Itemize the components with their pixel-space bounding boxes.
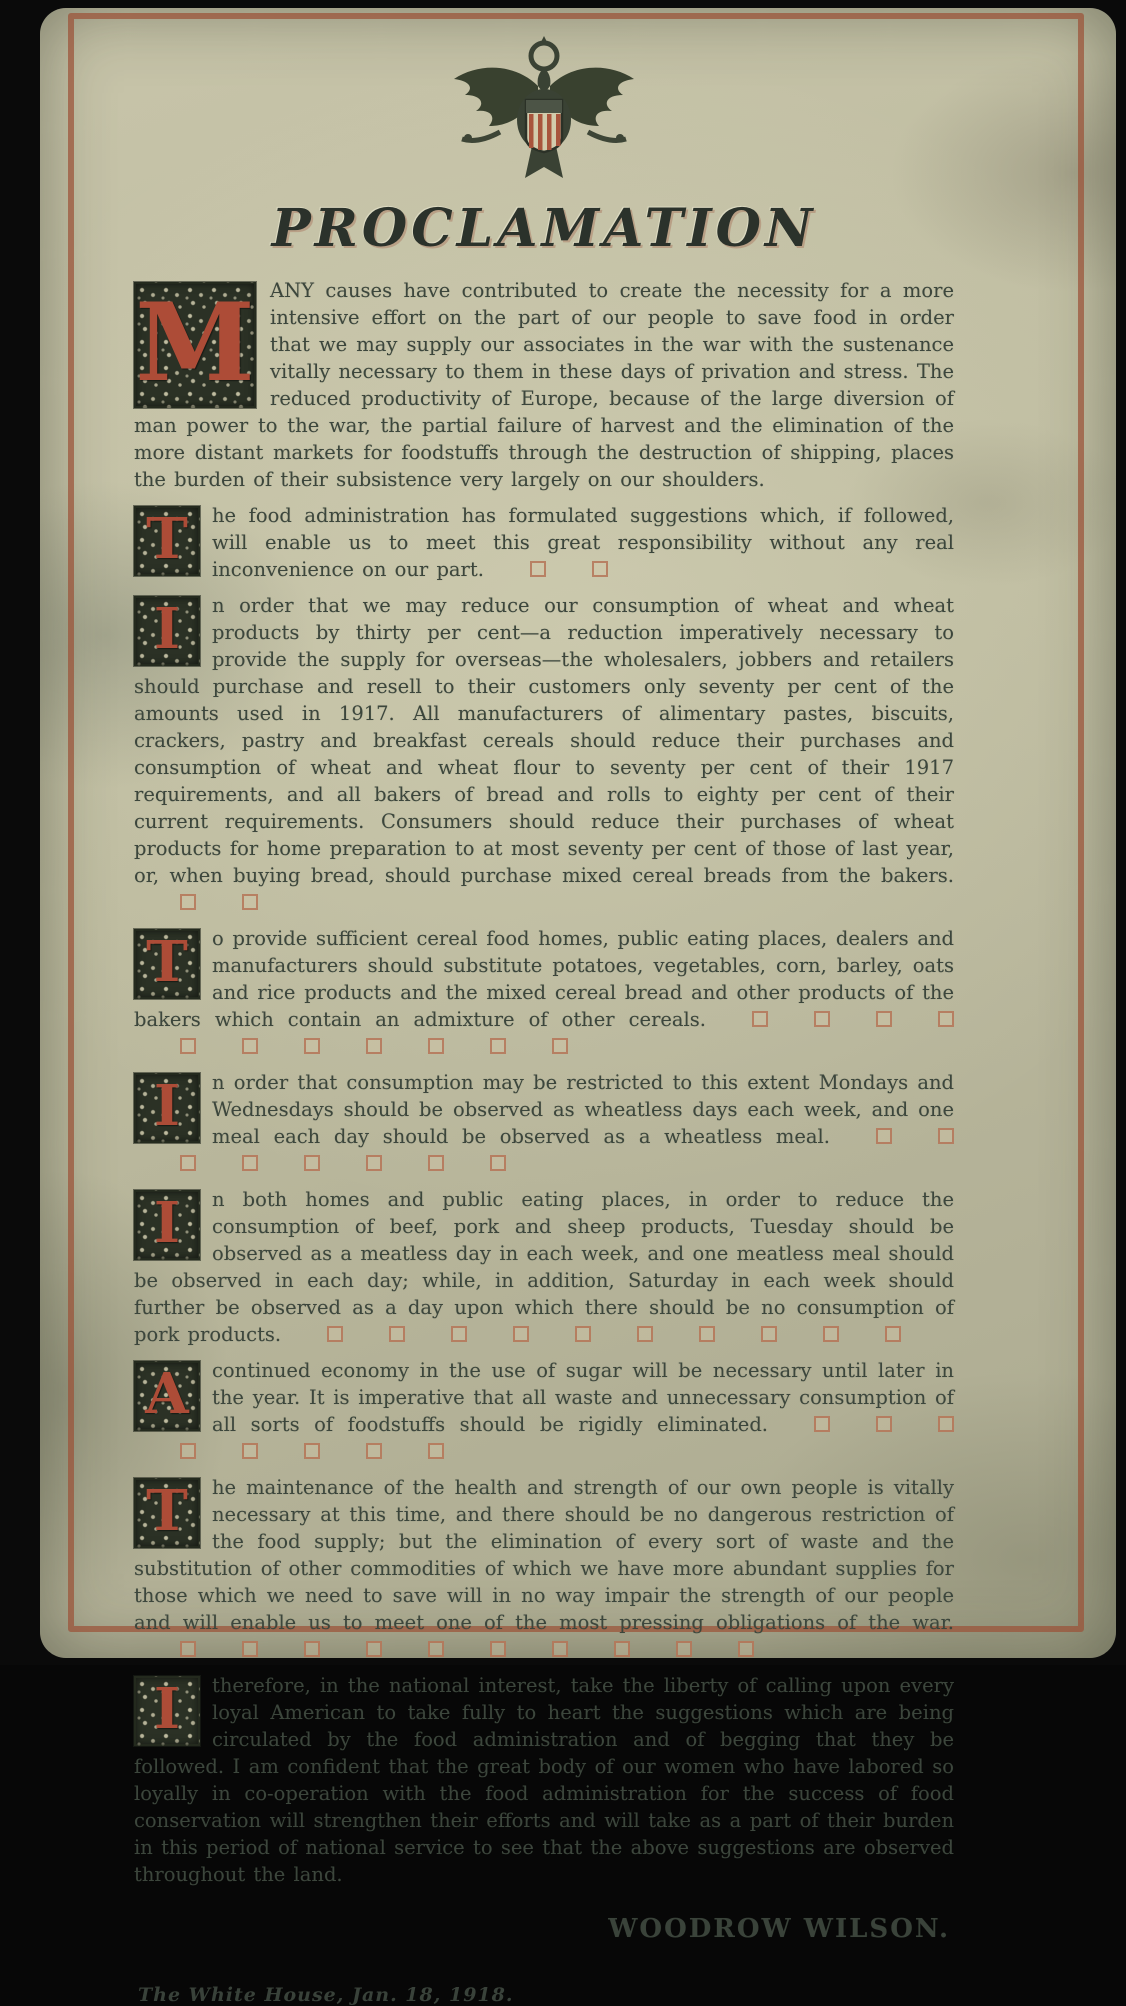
filler-square-icon: [490, 1641, 506, 1657]
filler-square-icon: [180, 1155, 196, 1171]
filler-square-icon: [242, 1443, 258, 1459]
filler-square-icon: [552, 1038, 568, 1054]
paragraph-text: ANY causes have contributed to create the necessity for a more intensive effort on the part of our people to save food in order that we may supply our associates in the war with the sustenance vitally necessary to them in these days of privation and stress. The reduced productivity of Europe, because of the large diversion of man power to the war, the partial failure of harvest and the elimination of the more distant markets for foodstuffs through the destruction of shipping, places the burden of their subsistence very largely on our shoulders.: [134, 279, 954, 492]
filler-square-icon: [304, 1641, 320, 1657]
dateline: The White House, Jan. 18, 1918.: [138, 1984, 514, 2006]
paragraph-text: o provide sufficient cereal food homes, public eating places, dealers and manufacturers should substitute potatoes, vegetables, corn, barley, oats and rice products and the mixed cereal bread and other products of the bakers which contain an admixture of other cereals.: [134, 927, 954, 1032]
drop-cap: [134, 282, 256, 408]
filler-square-icon: [242, 1038, 258, 1054]
drop-cap-letter: I: [153, 1190, 181, 1257]
filler-square-icon: [938, 1416, 954, 1432]
drop-cap: [134, 1676, 200, 1746]
filler-square-icon: [242, 894, 258, 910]
filler-square-icon: [366, 1155, 382, 1171]
page-title: PROCLAMATION: [271, 198, 817, 259]
filler-square-icon: [676, 1641, 692, 1657]
filler-square-icon: [490, 1038, 506, 1054]
paragraph-text: n order that consumption may be restricted to this extent Mondays and Wednesdays should be observed as wheatless days each week, and one meal each day should be observed as a wheatless meal.: [212, 1071, 954, 1149]
us-eagle-crest-icon: [134, 34, 954, 190]
filler-square-icon: [761, 1326, 777, 1342]
drop-cap: [134, 506, 200, 576]
proclamation-body: [134, 277, 954, 1888]
filler-square-icon: [699, 1326, 715, 1342]
filler-square-icon: [327, 1326, 343, 1342]
filler-square-icon: [366, 1443, 382, 1459]
filler-square-icon: [552, 1641, 568, 1657]
drop-cap: [134, 596, 200, 666]
paragraph-text: therefore, in the national interest, take the liberty of calling upon every loyal American to take fully to heart the suggestions which are being circulated by the food administration and of begging that they be followed. I am confident that the great body of our women who have labored so loyally in co-operation with the food administration for the success of food conservation will strengthen their efforts and will take as a part of their burden in this period of national service to see that the above suggestions are observed throughout the land.: [134, 1674, 954, 1887]
filler-square-icon: [752, 1011, 768, 1027]
filler-square-icon: [180, 1443, 196, 1459]
proclamation-paragraph: [134, 1672, 954, 1888]
filler-square-icon: [885, 1326, 901, 1342]
drop-cap-letter: T: [146, 1478, 188, 1545]
paragraph-text: he food administration has formulated suggestions which, if followed, will enable us to meet this great responsibility without any real inconvenience on our part.: [212, 504, 954, 582]
filler-square-icon: [304, 1038, 320, 1054]
filler-square-icon: [180, 894, 196, 910]
filler-square-icon: [876, 1011, 892, 1027]
drop-cap: [134, 929, 200, 999]
filler-square-icon: [366, 1038, 382, 1054]
paragraph-text: n order that we may reduce our consumption of wheat and wheat products by thirty per cent—a reduction imperatively necessary to provide the supply for overseas—the wholesalers, jobbers and retailers should purchase and resell to their customers only seventy per cent of the amounts used in 1917. All manufacturers of alimentary pastes, biscuits, crackers, pastry and breakfast cereals should reduce their purchases and consumption of wheat and wheat flour to seventy per cent of their 1917 requirements, and all bakers of bread and rolls to eighty per cent of their current requirements. Consumers should reduce their purchases of wheat products for home preparation to at most seventy per cent of those of last year, or, when buying bread, should purchase mixed cereal breads from the bakers.: [134, 594, 954, 888]
filler-square-icon: [592, 561, 608, 577]
filler-square-icon: [389, 1326, 405, 1342]
paragraph-text: continued economy in the use of sugar will be necessary until later in the year. It is imperative that all waste and unnecessary consumption of all sorts of foodstuffs should be rigidly eliminated.: [212, 1359, 954, 1437]
filler-square-icon: [530, 561, 546, 577]
filler-square-icon: [180, 1641, 196, 1657]
drop-cap-letter: T: [146, 929, 188, 996]
drop-cap: [134, 1190, 200, 1260]
drop-cap-letter: I: [153, 1676, 181, 1743]
proclamation-paragraph: [134, 1069, 954, 1177]
filler-square-icon: [242, 1641, 258, 1657]
filler-square-icon: [490, 1155, 506, 1171]
filler-square-icon: [428, 1038, 444, 1054]
drop-cap-letter: T: [146, 506, 188, 573]
poster-content: [134, 26, 954, 2006]
filler-square-icon: [428, 1443, 444, 1459]
drop-cap-letter: I: [153, 1073, 181, 1140]
filler-square-icon: [428, 1641, 444, 1657]
signature: WOODROW WILSON.: [608, 1914, 950, 1945]
filler-square-icon: [180, 1038, 196, 1054]
filler-square-icon: [242, 1155, 258, 1171]
proclamation-paragraph: [134, 592, 954, 916]
filler-square-icon: [738, 1641, 754, 1657]
paragraph-text: n both homes and public eating places, in order to reduce the consumption of beef, pork and sheep products, Tuesday should be observed as a meatless day in each week, and one meatless meal should be observed in each day; while, in addition, Saturday in each week should further be observed as a day upon which there should be no consumption of pork products.: [134, 1188, 954, 1347]
filler-square-icon: [366, 1641, 382, 1657]
filler-square-icon: [614, 1641, 630, 1657]
filler-square-icon: [814, 1416, 830, 1432]
paragraph-text: he maintenance of the health and strength of our own people is vitally necessary at this time, and there should be no dangerous restriction of the food supply; but the elimination of every sort of waste and the substitution of other commodities of which we have more abundant supplies for those which we need to save will in no way impair the strength of our people and will enable us to meet one of the most pressing obligations of the war.: [134, 1476, 954, 1635]
drop-cap: [134, 1073, 200, 1143]
drop-cap: [134, 1478, 200, 1548]
filler-square-icon: [814, 1011, 830, 1027]
proclamation-paragraph: [134, 277, 954, 493]
drop-cap-letter: M: [135, 280, 255, 407]
filler-square-icon: [304, 1155, 320, 1171]
filler-square-icon: [304, 1443, 320, 1459]
filler-square-icon: [938, 1128, 954, 1144]
drop-cap-letter: A: [145, 1361, 189, 1428]
filler-square-icon: [451, 1326, 467, 1342]
filler-square-icon: [575, 1326, 591, 1342]
filler-square-icon: [823, 1326, 839, 1342]
proclamation-paragraph: [134, 1474, 954, 1663]
filler-square-icon: [428, 1155, 444, 1171]
proclamation-poster: [40, 8, 1116, 2006]
drop-cap: [134, 1361, 200, 1431]
filler-square-icon: [513, 1326, 529, 1342]
filler-square-icon: [637, 1326, 653, 1342]
filler-square-icon: [938, 1011, 954, 1027]
filler-square-icon: [876, 1416, 892, 1432]
proclamation-paragraph: [134, 925, 954, 1060]
proclamation-paragraph: [134, 502, 954, 583]
proclamation-paragraph: [134, 1186, 954, 1348]
drop-cap-letter: I: [153, 596, 181, 663]
filler-square-icon: [876, 1128, 892, 1144]
proclamation-paragraph: [134, 1357, 954, 1465]
